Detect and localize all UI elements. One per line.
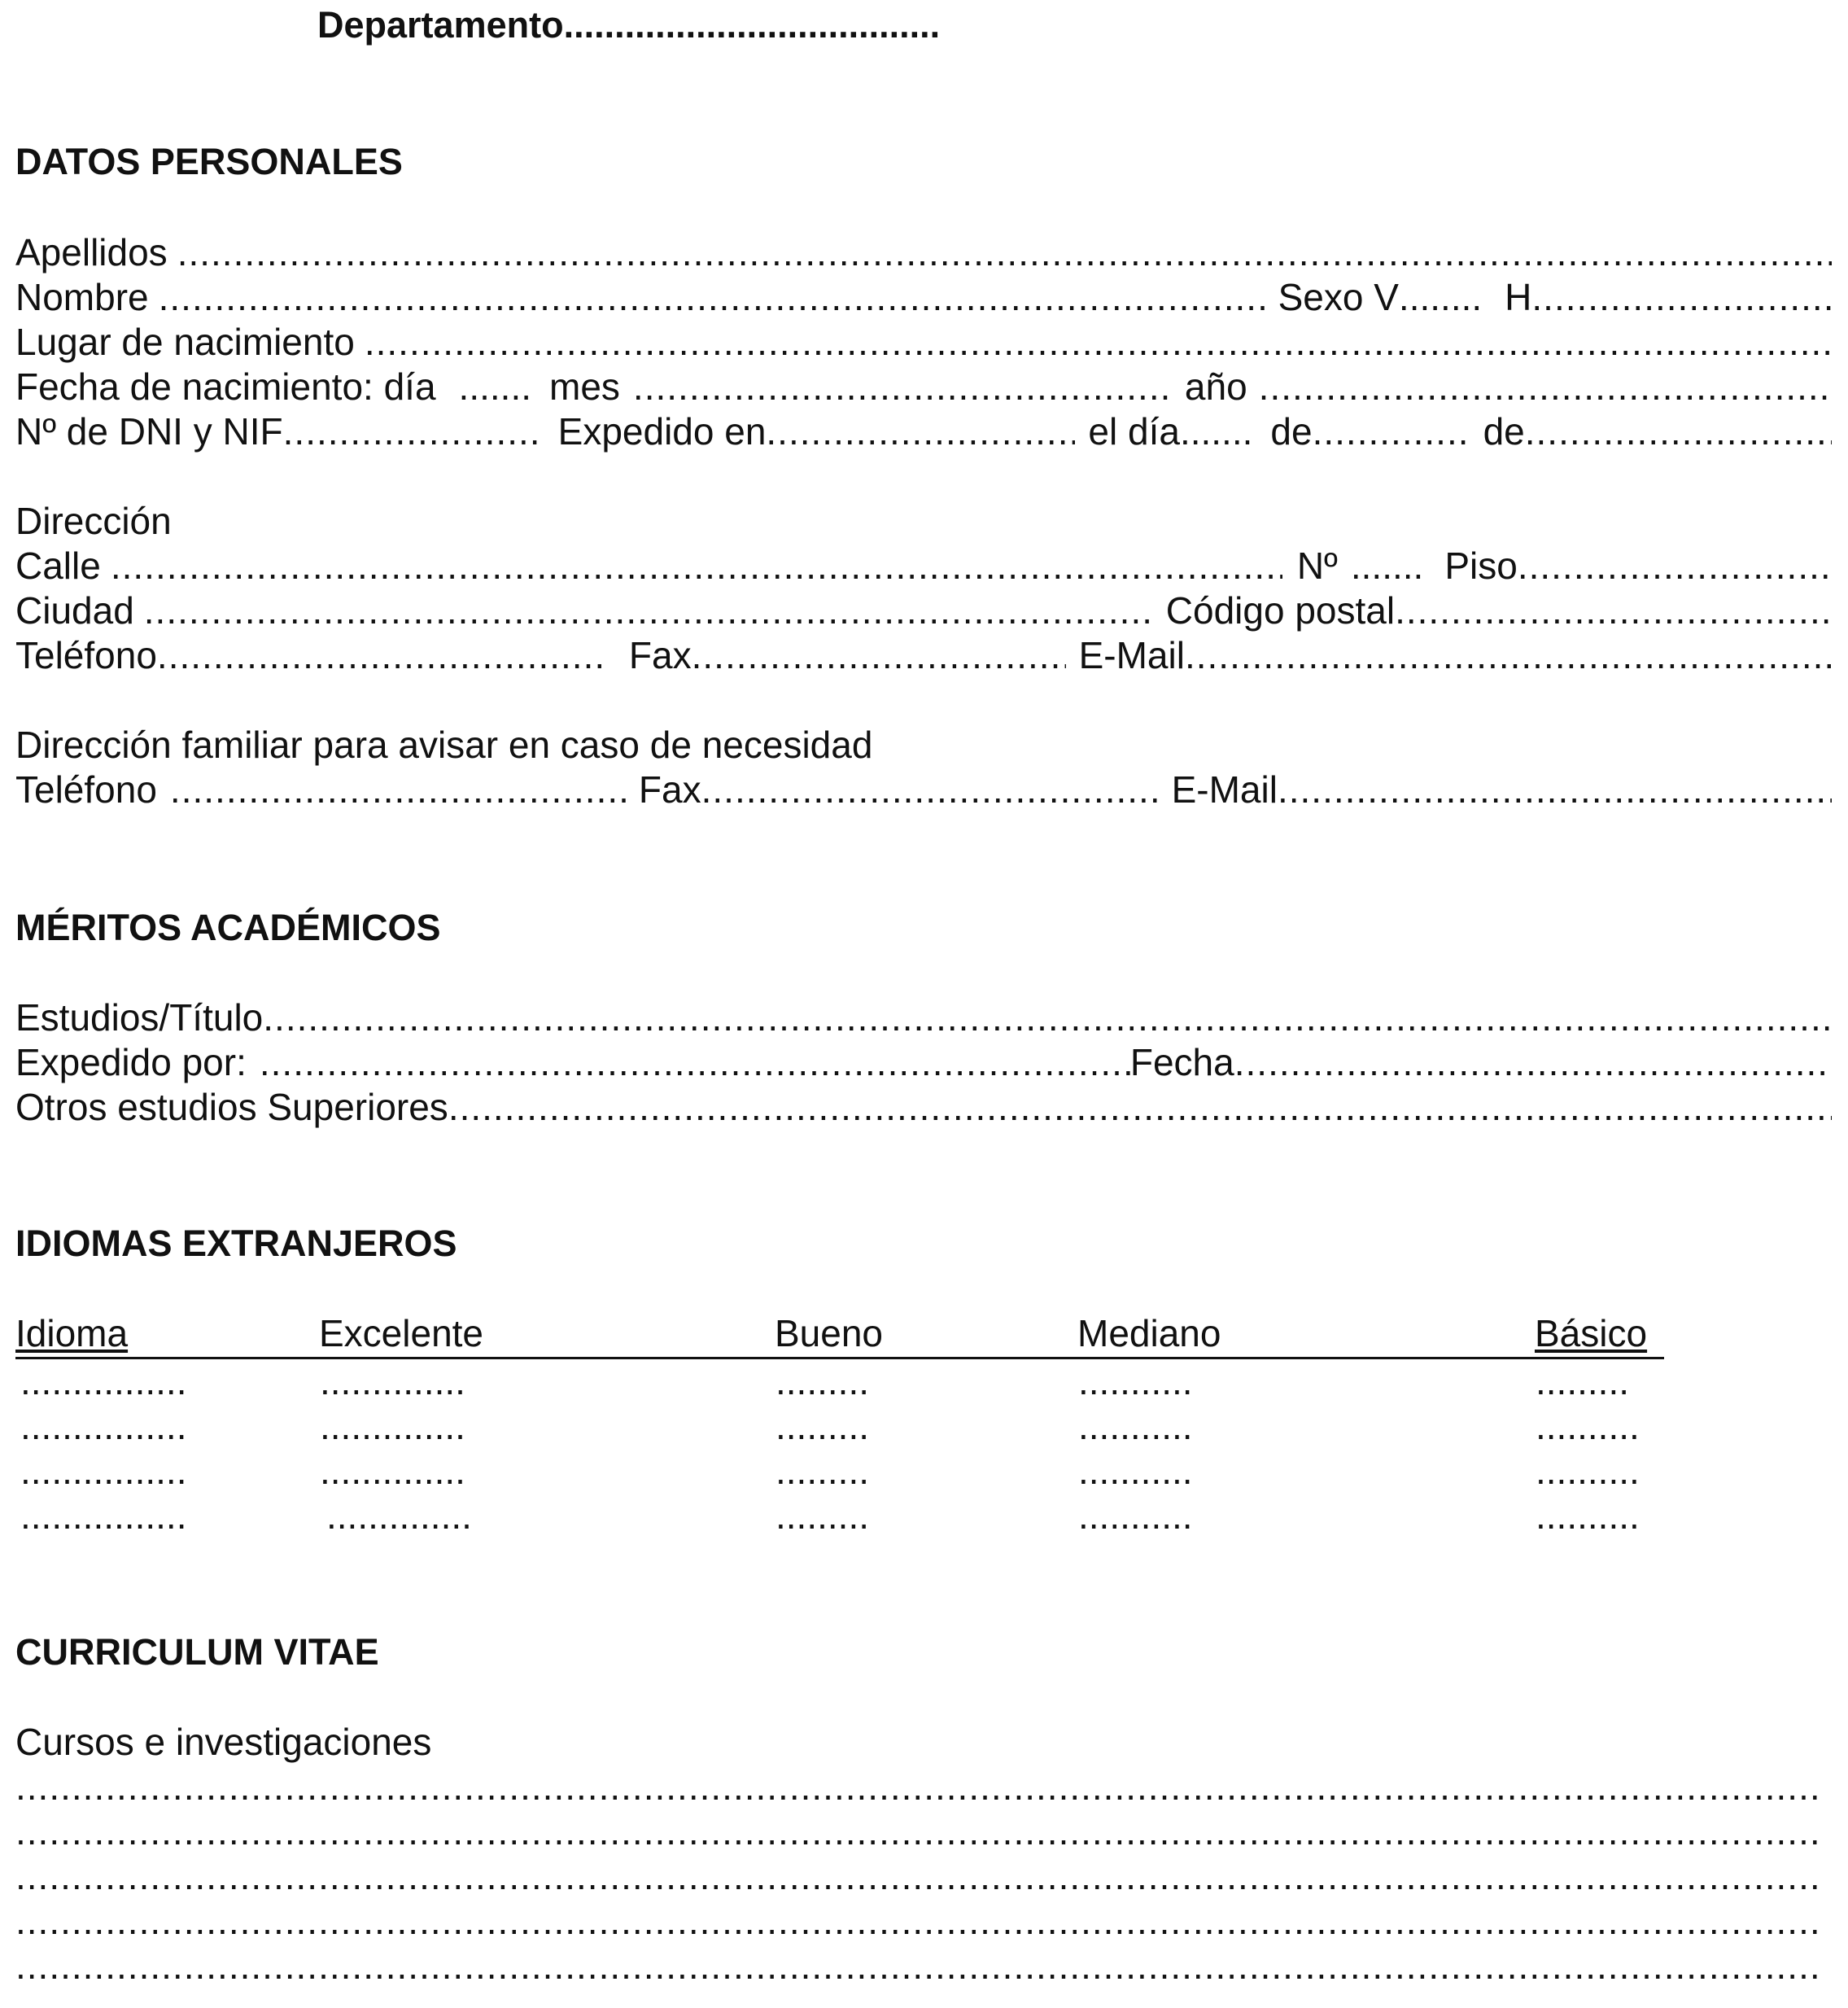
section-heading-datos-personales: DATOS PERSONALES	[15, 141, 403, 182]
estudios-label: Estudios/Título	[15, 996, 264, 1039]
row-estudios	[15, 996, 1832, 1039]
email-field[interactable]	[1185, 637, 1832, 674]
cursos-line[interactable]	[15, 1902, 1824, 1940]
row-calle	[15, 545, 1832, 587]
calle-label: Calle	[15, 545, 101, 587]
mediano-cell[interactable]: ...........	[1078, 1494, 1193, 1537]
row-lugar-nacimiento	[15, 323, 1832, 361]
section-heading-curriculum: CURRICULUM VITAE	[15, 1631, 379, 1673]
calle-field[interactable]	[111, 547, 1282, 584]
idioma-cell[interactable]: ................	[20, 1450, 187, 1492]
cursos-line[interactable]	[15, 1857, 1824, 1895]
fax-field[interactable]	[692, 637, 1066, 674]
row-dni	[15, 410, 1832, 453]
familiar-email-field[interactable]	[1278, 771, 1832, 808]
department-line	[317, 4, 941, 46]
apellidos-label: Apellidos	[15, 231, 168, 273]
basico-cell[interactable]: .........	[1536, 1360, 1630, 1402]
fecha-label: Fecha	[1129, 1041, 1234, 1083]
fax-label: Fax	[628, 634, 692, 676]
sexo-v-field[interactable]: ........	[1398, 276, 1483, 318]
row-fecha-nacimiento	[15, 365, 1832, 408]
cursos-line[interactable]	[15, 1813, 1824, 1850]
bueno-cell[interactable]: .........	[775, 1405, 870, 1447]
cursos-line[interactable]	[15, 1768, 1824, 1805]
telefono-field[interactable]	[157, 637, 605, 674]
cursos-dots	[15, 1768, 1824, 1805]
col-header-basico: Básico	[1535, 1312, 1648, 1354]
excelente-cell[interactable]: ..............	[320, 1405, 465, 1447]
el-dia-label: el día	[1088, 410, 1180, 453]
estudios-field[interactable]	[263, 999, 1832, 1036]
familiar-title: Dirección familiar para avisar en caso de necesidad	[15, 724, 873, 766]
codigo-postal-label: Código postal	[1165, 589, 1396, 632]
codigo-postal-field[interactable]	[1395, 592, 1832, 629]
mediano-cell[interactable]: ...........	[1078, 1360, 1193, 1402]
basico-cell[interactable]: ..........	[1536, 1405, 1640, 1447]
section-heading-idiomas: IDIOMAS EXTRANJEROS	[15, 1223, 457, 1264]
basico-cell[interactable]: ..........	[1536, 1494, 1640, 1537]
familiar-fax-field[interactable]	[701, 771, 1157, 808]
fecha-nacimiento-label: Fecha de nacimiento: día	[15, 365, 436, 408]
lugar-nacimiento-label: Lugar de nacimiento	[15, 321, 355, 363]
familiar-telefono-label: Teléfono	[15, 768, 157, 811]
de2-field[interactable]	[1525, 413, 1832, 450]
dni-field[interactable]	[283, 413, 544, 450]
sexo-h-field[interactable]	[1531, 278, 1832, 316]
familiar-email-label: E-Mail	[1171, 768, 1278, 811]
col-header-bueno: Bueno	[775, 1312, 884, 1354]
cursos-label: Cursos e investigaciones	[15, 1721, 432, 1763]
row-expedido-por	[15, 1043, 1832, 1081]
department-field[interactable]: .....................................	[563, 4, 941, 46]
expedido-en-field[interactable]	[766, 413, 1075, 450]
otros-estudios-field[interactable]	[448, 1088, 1832, 1126]
anio-label: año	[1184, 365, 1247, 408]
cursos-dots	[15, 1947, 1824, 1984]
section-heading-meritos: MÉRITOS ACADÉMICOS	[15, 907, 441, 948]
email-label: E-Mail	[1078, 634, 1185, 676]
ciudad-field[interactable]	[144, 592, 1153, 629]
row-nombre	[15, 278, 1832, 316]
cursos-dots	[15, 1857, 1824, 1895]
familiar-fax-label: Fax	[638, 768, 701, 811]
cursos-dots	[15, 1902, 1824, 1940]
expedido-en-label: Expedido en	[557, 410, 767, 453]
expedido-por-field[interactable]	[260, 1043, 1130, 1081]
bueno-cell[interactable]: .........	[775, 1450, 870, 1492]
row-telefono	[15, 634, 1832, 676]
direccion-title: Dirección	[15, 500, 172, 542]
expedido-por-label: Expedido por:	[15, 1041, 247, 1083]
fecha-dia-field[interactable]: .......	[458, 365, 532, 408]
sexo-label: Sexo V	[1278, 276, 1399, 318]
otros-estudios-label: Otros estudios Superiores	[15, 1086, 448, 1128]
de1-field[interactable]	[1313, 413, 1467, 450]
row-otros-estudios	[15, 1088, 1832, 1126]
fecha-field[interactable]	[1234, 1043, 1832, 1081]
col-header-idioma: Idioma	[15, 1312, 129, 1354]
nombre-field[interactable]	[159, 278, 1265, 316]
col-header-excelente: Excelente	[319, 1312, 484, 1354]
el-dia-field[interactable]: .......	[1179, 410, 1253, 453]
de1-label: de	[1270, 410, 1313, 453]
dni-label: Nº de DNI y NIF	[15, 410, 283, 453]
mediano-cell[interactable]: ...........	[1078, 1405, 1193, 1447]
row-ciudad	[15, 589, 1832, 632]
idiomas-header-row	[15, 1312, 1664, 1359]
row-apellidos	[15, 231, 1832, 273]
telefono-label: Teléfono	[15, 634, 157, 676]
lugar-nacimiento-field[interactable]	[365, 323, 1832, 361]
numero-field[interactable]: .......	[1350, 545, 1424, 587]
sexo-h-label: H	[1505, 276, 1532, 318]
mediano-cell[interactable]: ...........	[1078, 1450, 1193, 1492]
basico-cell[interactable]: ..........	[1536, 1450, 1640, 1492]
row-familiar-telefono	[15, 768, 1832, 811]
de2-label: de	[1483, 410, 1525, 453]
idioma-cell[interactable]: ................	[20, 1494, 187, 1537]
piso-label: Piso	[1444, 545, 1518, 587]
familiar-telefono-field[interactable]	[170, 771, 626, 808]
bueno-cell[interactable]: .........	[775, 1494, 870, 1537]
excelente-cell[interactable]: ..............	[326, 1494, 472, 1537]
excelente-cell[interactable]: ..............	[320, 1360, 465, 1402]
department-label: Departamento	[317, 4, 564, 46]
mes-field[interactable]	[633, 368, 1170, 405]
ciudad-label: Ciudad	[15, 589, 134, 632]
bueno-cell[interactable]: .........	[775, 1360, 870, 1402]
nombre-label: Nombre	[15, 276, 149, 318]
cursos-line[interactable]	[15, 1947, 1824, 1984]
anio-field[interactable]	[1259, 368, 1832, 405]
piso-field[interactable]	[1518, 547, 1832, 584]
cursos-dots	[15, 1813, 1824, 1850]
col-header-mediano: Mediano	[1077, 1312, 1221, 1354]
idioma-cell[interactable]: ................	[20, 1360, 187, 1402]
idioma-cell[interactable]: ................	[20, 1405, 187, 1447]
apellidos-field[interactable]	[177, 234, 1832, 271]
mes-label: mes	[549, 365, 620, 408]
excelente-cell[interactable]: ..............	[320, 1450, 465, 1492]
numero-label: Nº	[1296, 545, 1338, 587]
